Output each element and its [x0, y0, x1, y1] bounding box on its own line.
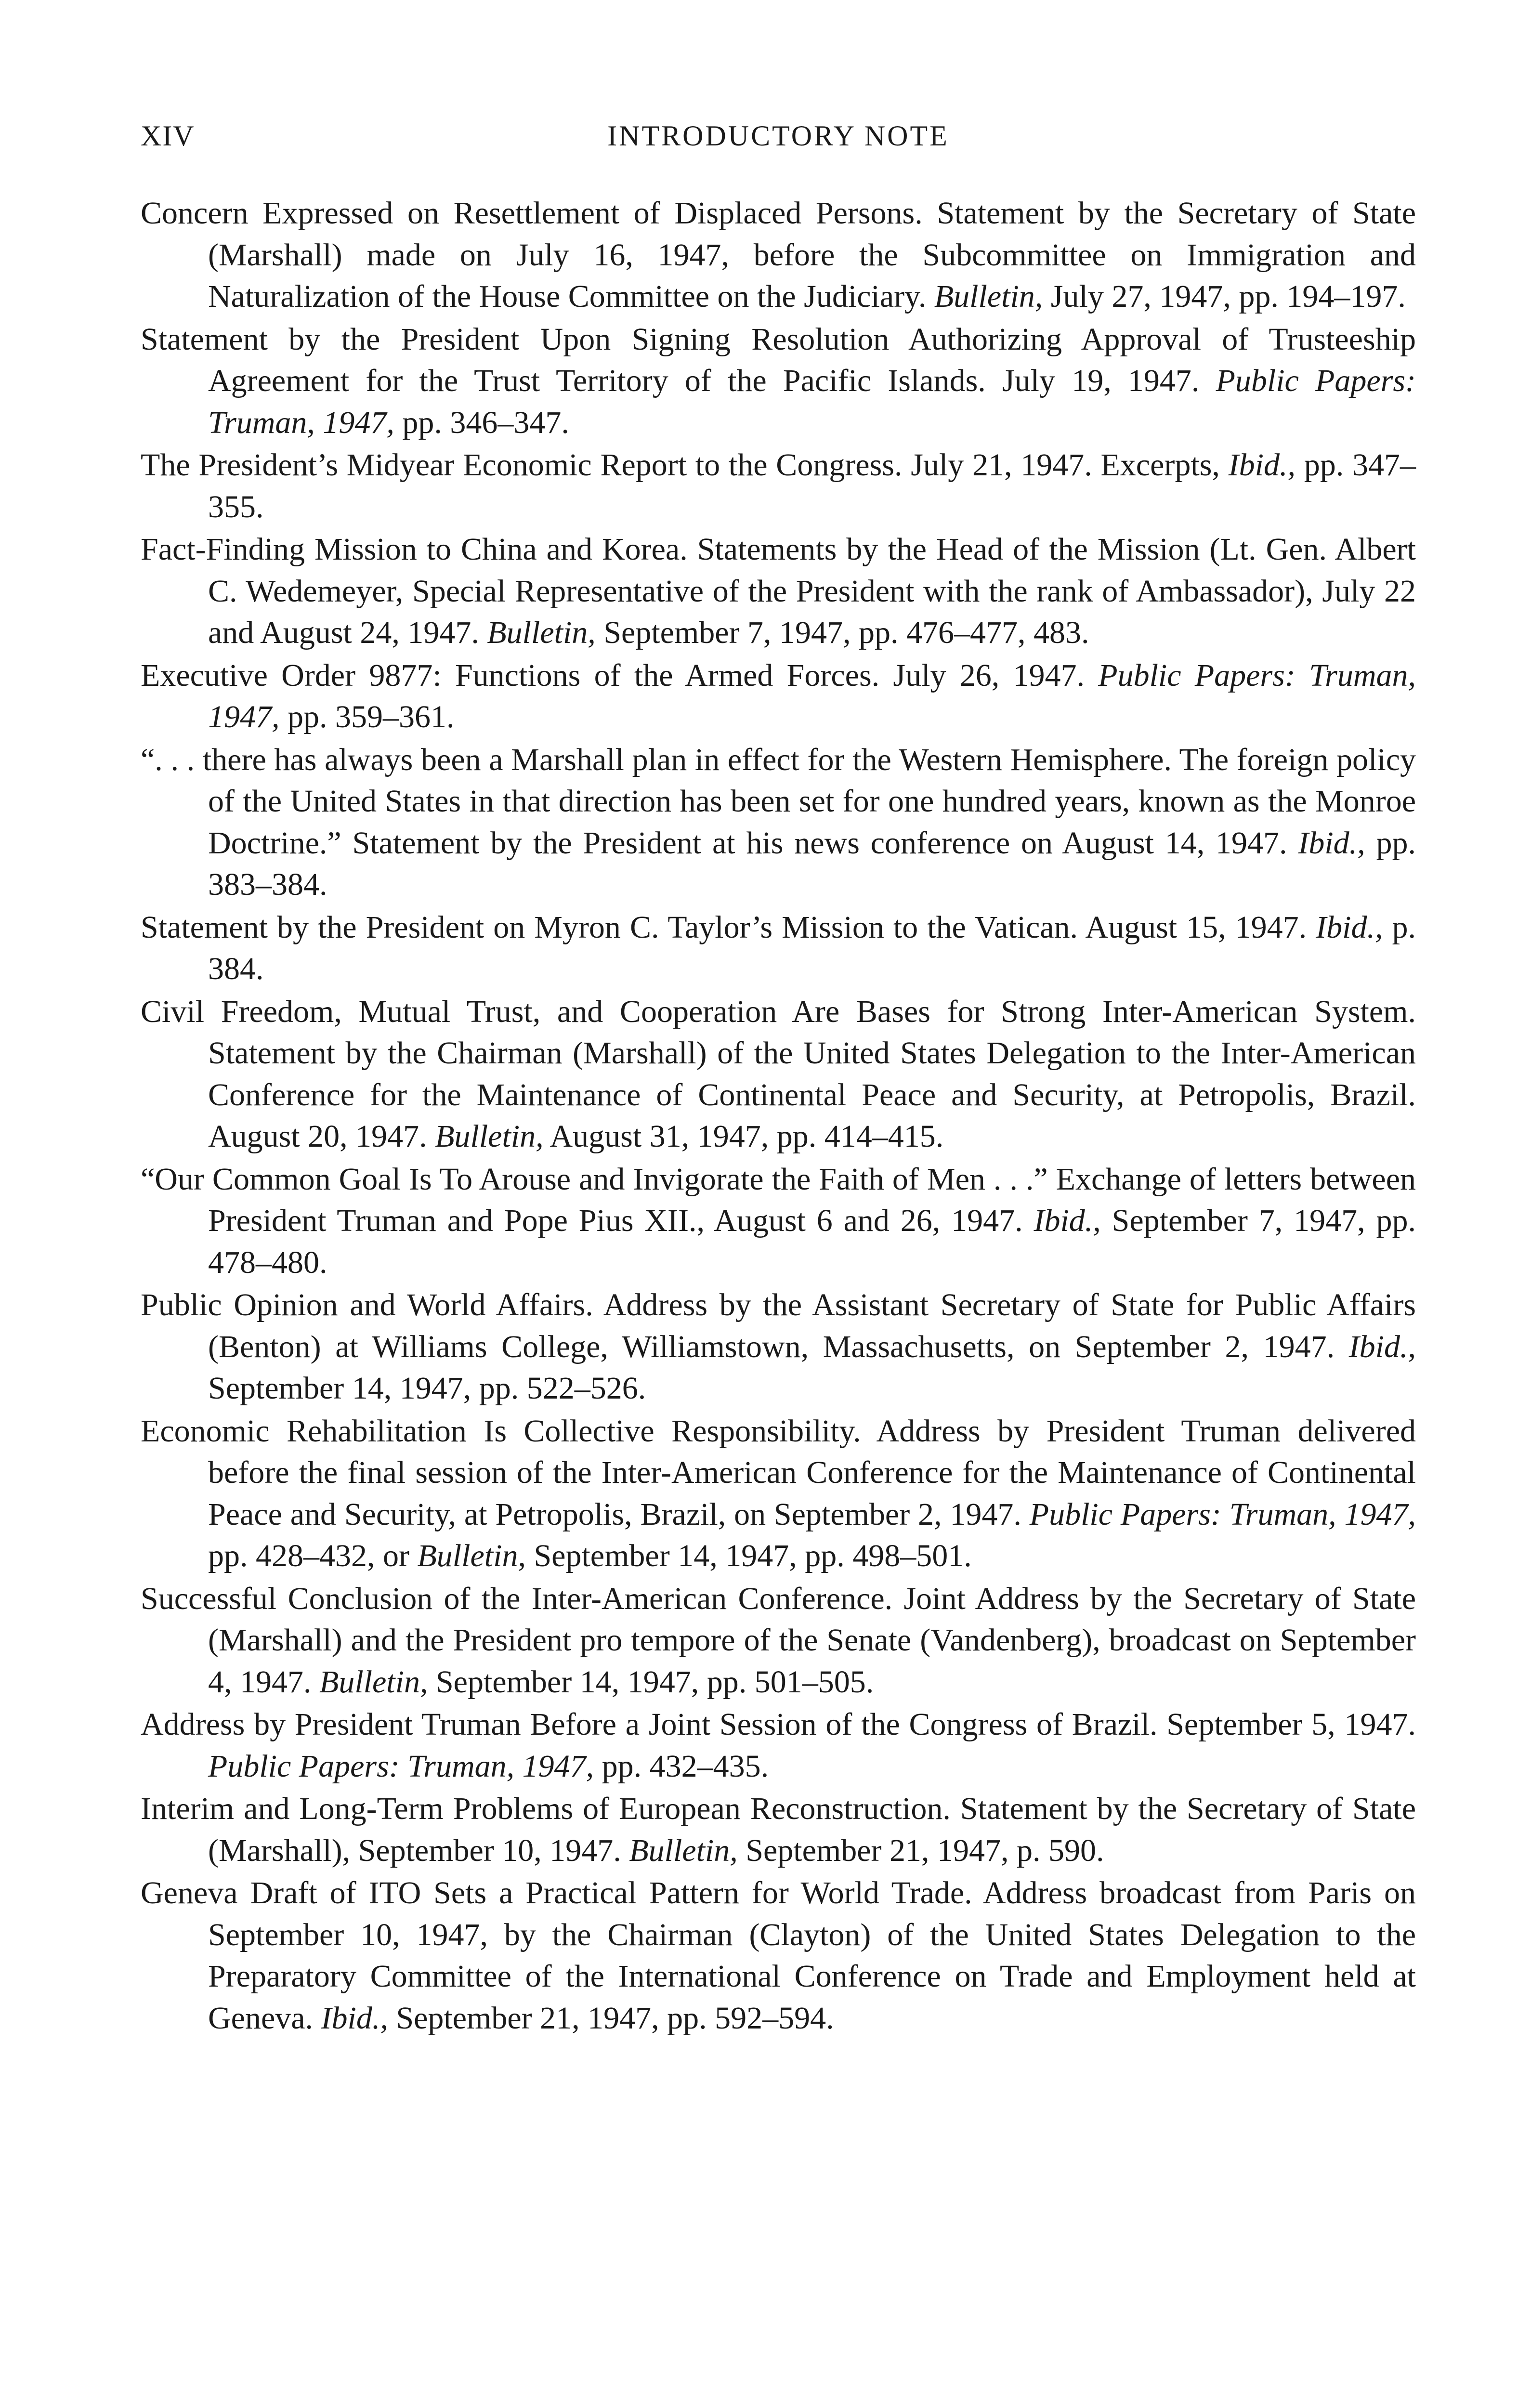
entry-pages: September 7, 1947, pp. 478–480. [208, 1203, 1416, 1280]
citation-source: Public Papers: Truman, 1947, [208, 1748, 594, 1784]
entry-pages: p. 384. [208, 909, 1416, 986]
entry-text: The President’s Midyear Economic Report to the Congress. July 21, 1947. Excerpts, [141, 447, 1229, 483]
page-header [141, 119, 1416, 158]
entry-list [141, 193, 1416, 2040]
list-item [141, 1788, 1416, 1871]
page-number: XIV [141, 120, 195, 152]
entry-pages: pp. 347–355. [208, 447, 1416, 524]
entry-pages: pp. 428–432, or [208, 1538, 418, 1573]
entry-text: Statement by the President Upon Signing Resolution Authorizing Approval of Trusteeship Agreement for the Trust Territory of the Pacific Islands. July 19, 1947. [141, 321, 1416, 398]
entry-pages: September 14, 1947, pp. 522–526. [208, 1371, 646, 1406]
running-title: INTRODUCTORY NOTE [607, 120, 949, 152]
entry-text: Interim and Long-Term Problems of European Reconstruction. Statement by the Secretary of State (Marshall), September 10, 1947. [141, 1791, 1416, 1868]
entry-text: “Our Common Goal Is To Arouse and Invigorate the Faith of Men . . .” Exchange of letters between President Truman and Pope Pius XII., August 6 and 26, 1947. [141, 1161, 1416, 1238]
entry-pages: September 7, 1947, pp. 476–477, 483. [595, 615, 1089, 650]
entry-text: Executive Order 9877: Functions of the Armed Forces. July 26, 1947. [141, 657, 1099, 693]
entry-pages: pp. 432–435. [594, 1748, 769, 1784]
list-item [141, 1704, 1416, 1787]
entry-text: Concern Expressed on Resettlement of Displaced Persons. Statement by the Secretary of State (Marshall) made on July 16, 1947, before the Subcommittee on Immigration and Naturalization of the House Committee on the Judiciary. [141, 196, 1416, 314]
entry-text: Geneva Draft of ITO Sets a Practical Pattern for World Trade. Address broadcast from Paris on September 10, 1947, by the Chairman (Clayton) of the United States Delegation to the Preparatory Committee of the International Conference on Trade and Employment held at Geneva. [141, 1875, 1416, 2036]
citation-source: Ibid., [1348, 1329, 1416, 1364]
entry-text: Statement by the President on Myron C. Taylor’s Mission to the Vatican. August 15, 1947. [141, 909, 1316, 945]
entry-pages: September 21, 1947, p. 590. [737, 1832, 1104, 1868]
list-item [141, 1159, 1416, 1284]
entry-text: Fact-Finding Mission to China and Korea. Statements by the Head of the Mission (Lt. Gen. Albert C. Wedemeyer, Special Representative of the President with the rank of Ambassador), July 22 and August 24, 1947. [141, 532, 1416, 650]
citation-source: Public Papers: Truman, 1947, [208, 657, 1416, 734]
list-item [141, 445, 1416, 528]
entry-pages: July 27, 1947, pp. 194–197. [1043, 279, 1406, 314]
citation-source: Ibid., [321, 2000, 388, 2036]
entry-text: Successful Conclusion of the Inter-American Conference. Joint Address by the Secretary of State (Marshall) and the President pro tempore of the Senate (Vandenberg), broadcast on September 4, 1947. [141, 1581, 1416, 1700]
citation-source: Bulletin, [934, 279, 1043, 314]
entry-pages: pp. 383–384. [208, 825, 1416, 902]
list-item [141, 1284, 1416, 1410]
entry-text: Civil Freedom, Mutual Trust, and Cooperation Are Bases for Strong Inter-American System. Statement by the Chairman (Marshall) of the United States Delegation to the Inter-American Conference for the Maintenance of Continental Peace and Security, at Petropolis, Brazil. August 20, 1947. [141, 994, 1416, 1154]
list-item [141, 529, 1416, 654]
list-item [141, 319, 1416, 444]
list-item [141, 193, 1416, 318]
entry-pages: September 21, 1947, pp. 592–594. [388, 2000, 834, 2036]
citation-source: Bulletin, [435, 1119, 544, 1154]
entry-pages: September 14, 1947, pp. 498–501. [525, 1538, 972, 1573]
entry-text: “. . . there has always been a Marshall plan in effect for the Western Hemisphere. The foreign policy of the United States in that direction has been set for one hundred years, known as the Monroe Doctrine.” Statement by the President at his news conference on August 14, 1947. [141, 742, 1416, 861]
list-item [141, 1578, 1416, 1703]
citation-source: Bulletin, [629, 1832, 738, 1868]
list-item [141, 991, 1416, 1158]
list-item [141, 739, 1416, 906]
citation-source: Ibid., [1316, 909, 1383, 945]
citation-source: Bulletin, [319, 1664, 428, 1700]
entry-text: Economic Rehabilitation Is Collective Responsibility. Address by President Truman delivered before the final session of the Inter-American Conference for the Maintenance of Continental Peace and Security, at Petropolis, Brazil, on September 2, 1947. [141, 1413, 1416, 1532]
citation-source: Public Papers: Truman, 1947, [1029, 1496, 1416, 1532]
entry-text: Public Opinion and World Affairs. Address by the Assistant Secretary of State for Public Affairs (Benton) at Williams College, Williamstown, Massachusetts, on September 2, 1947. [141, 1287, 1416, 1364]
list-item [141, 1872, 1416, 2039]
list-item [141, 907, 1416, 990]
citation-source: Bulletin, [487, 615, 596, 650]
citation-source: Ibid., [1298, 825, 1365, 861]
entry-pages: August 31, 1947, pp. 414–415. [543, 1119, 944, 1154]
citation-source: Public Papers: Truman, 1947, [208, 363, 1416, 440]
entry-pages: pp. 346–347. [394, 405, 569, 440]
entry-pages: September 14, 1947, pp. 501–505. [428, 1664, 874, 1700]
list-item [141, 1411, 1416, 1577]
citation-source: Bulletin, [417, 1538, 526, 1573]
entry-text: Address by President Truman Before a Joint Session of the Congress of Brazil. September 5, 1947. [141, 1707, 1416, 1742]
entry-pages: pp. 359–361. [279, 699, 455, 734]
citation-source: Ibid., [1228, 447, 1296, 483]
list-item [141, 655, 1416, 738]
citation-source: Ibid., [1034, 1203, 1101, 1238]
